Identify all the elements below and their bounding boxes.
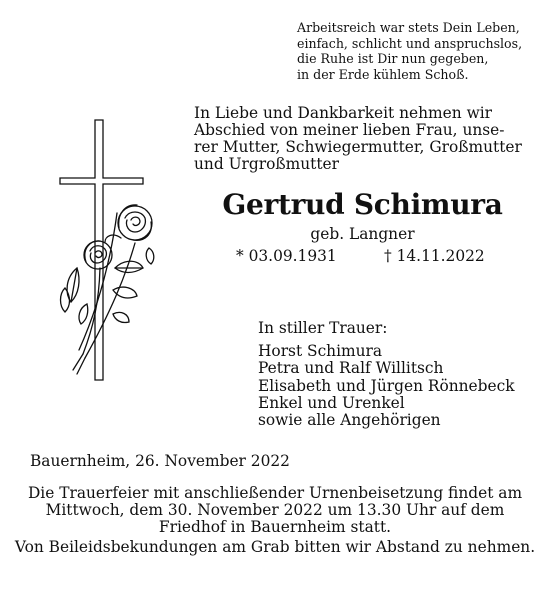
condolence-note: Von Beileidsbekundungen am Grab bitten wir Abstand zu nehmen.	[14, 537, 536, 556]
intro-text	[194, 105, 524, 173]
mourners-heading: In stiller Trauer:	[258, 319, 388, 337]
cross-with-roses-icon	[55, 118, 175, 388]
poem-line: die Ruhe ist Dir nun gegeben,	[297, 51, 489, 66]
death-date: † 14.11.2022	[384, 247, 485, 265]
mourner-name: Elisabeth und Jürgen Rönnebeck	[258, 376, 515, 395]
mourner-name: Enkel und Urenkel	[258, 393, 405, 412]
service-info	[14, 485, 536, 556]
maiden-name: geb. Langner	[310, 225, 415, 243]
place-date: Bauernheim, 26. November 2022	[30, 452, 290, 470]
intro-line: In Liebe und Dankbarkeit nehmen wir	[194, 104, 493, 122]
poem-line: Arbeitsreich war stets Dein Leben,	[297, 20, 520, 35]
mourner-name: Petra und Ralf Willitsch	[258, 359, 444, 378]
service-paragraph: Die Trauerfeier mit anschließender Urnenbeisetzung findet am Mittwoch, dem 30. November 2022 um 13.30 Uhr auf dem Friedhof in Bauernheim statt.	[27, 484, 523, 537]
mourner-name: Horst Schimura	[258, 342, 383, 361]
poem-line: in der Erde kühlem Schoß.	[297, 66, 469, 82]
mourners-list	[258, 320, 538, 429]
birth-date: * 03.09.1931	[236, 247, 337, 265]
intro-line: Abschied von meiner lieben Frau, unse-	[194, 121, 505, 139]
mourner-name: sowie alle Angehörigen	[258, 411, 441, 430]
intro-line: rer Mutter, Schwiegermutter, Großmutter	[194, 138, 522, 156]
intro-line: und Urgroßmutter	[194, 155, 339, 173]
poem	[297, 20, 537, 82]
poem-line: einfach, schlicht und anspruchslos,	[297, 35, 523, 51]
deceased-name: Gertrud Schimura	[222, 188, 503, 221]
